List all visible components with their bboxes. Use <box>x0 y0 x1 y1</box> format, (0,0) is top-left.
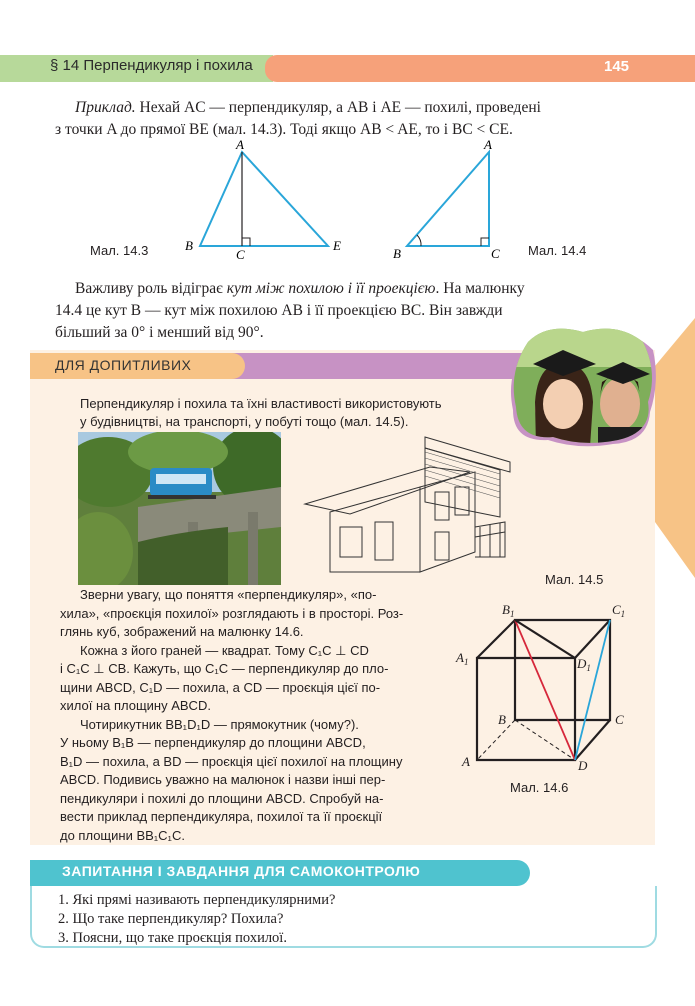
example-line-2: з точки A до прямої BE (мал. 14.3). Тоді якщо AB < AE, то і BC < CE. <box>55 121 513 138</box>
body-line: глянь куб, зображений на малюнку 14.6. <box>60 624 304 639</box>
example-label: Приклад. <box>75 99 136 116</box>
label-c: C <box>491 246 500 260</box>
label-b1: $B_1$ <box>502 602 515 619</box>
body-line: ABCD. Подивись уважно на малюнок і назви інші пер- <box>60 772 386 787</box>
right-angle-mark <box>242 238 250 246</box>
figure-14-3 <box>170 138 360 260</box>
body-line: Чотирикутник BB₁D₁D — прямокутник (чому?). <box>80 716 359 732</box>
header-band-orange <box>265 55 695 82</box>
body-line: до площини BB₁C₁C. <box>60 827 185 843</box>
edge-front <box>477 658 575 760</box>
right-angle-mark <box>481 238 489 246</box>
body-line: пендикуляри і похилі до площини ABCD. Спробуй на- <box>60 790 384 806</box>
body-line: Кожна з його граней — квадрат. Тому C₁C ⊥ CD <box>80 642 369 658</box>
curious-tab-label: ДЛЯ ДОПИТЛИВИХ <box>55 357 192 373</box>
angle-text-start: Важливу роль відіграє <box>75 280 227 297</box>
questions-title: ЗАПИТАННЯ І ЗАВДАННЯ ДЛЯ САМОКОНТРОЛЮ <box>62 863 421 879</box>
caption-14-6: Мал. 14.6 <box>510 780 569 795</box>
house-drawing <box>300 432 515 587</box>
body-line: вести приклад перпендикуляра, похилої та її проєкції <box>60 809 383 824</box>
page-number: 145 <box>604 58 630 75</box>
label-c: C <box>236 247 245 260</box>
body-line: хилої на площину ABCD. <box>60 698 211 713</box>
label-b: B <box>393 246 401 260</box>
example-text: Нехай AC — перпендикуляр, а AB і AE — похилі, проведені <box>135 99 541 116</box>
label-a: A <box>484 138 492 152</box>
angle-line-2: 14.4 це кут B — кут між похилою AB і її проекцією BC. Він завжди <box>55 302 503 319</box>
edge-b1a1 <box>477 620 515 658</box>
label-a: A <box>462 754 470 769</box>
students-photo <box>508 322 658 447</box>
question-item: 2. Що таке перпендикуляр? Похила? <box>58 911 284 927</box>
caption-14-4: Мал. 14.4 <box>528 243 587 258</box>
body-line: і C₁C ⊥ CB. Кажуть, що C₁C — перпендикуляр до пло- <box>60 661 389 676</box>
body-line: B₁D — похила, а BD — проєкція цієї похилої на площину <box>60 753 403 769</box>
angle-text-end: . На малюнку <box>435 280 525 297</box>
figure-14-4 <box>385 138 515 260</box>
question-item: 3. Поясни, що таке проєкція похилої. <box>58 930 287 946</box>
body-line: У ньому B₁B — перпендикуляр до площини ABCD, <box>60 735 366 750</box>
label-a1: $A_1$ <box>456 650 469 667</box>
label-b: B <box>498 712 506 727</box>
edge-ba <box>477 720 515 760</box>
angle-line-1 <box>75 278 635 300</box>
label-e: E <box>333 238 341 253</box>
example-line-1 <box>75 97 635 119</box>
triangle-abc <box>407 152 489 246</box>
figure-14-6-cube <box>450 598 640 773</box>
label-d1: $D_1$ <box>577 656 591 673</box>
curious-intro-2: у будівництві, на транспорті, у побуті тощо (мал. 14.5). <box>80 414 409 429</box>
body-line: хила», «проєкція похилої» розглядають і в просторі. Роз- <box>60 605 404 621</box>
angle-line-3: більший за 0° і менший від 90°. <box>55 324 264 341</box>
body-line: щини ABCD, C₁D — похила, а CD — проєкція цієї по- <box>60 679 381 695</box>
label-a: A <box>236 138 244 152</box>
curious-body <box>60 586 440 845</box>
bridge-train-photo <box>78 432 281 585</box>
label-c1: $C_1$ <box>612 602 626 619</box>
triangle-abe <box>200 152 328 246</box>
diag-b1d <box>515 620 575 760</box>
label-c: C <box>615 712 624 727</box>
label-b: B <box>185 238 193 253</box>
angle-b-arc <box>417 235 421 246</box>
section-title: § 14 Перпендикуляр і похила <box>50 57 253 74</box>
angle-term: кут між похилою і її проекцією <box>226 280 436 297</box>
question-item: 1. Які прямі називають перпендикулярними? <box>58 892 336 908</box>
caption-14-5: Мал. 14.5 <box>545 572 604 587</box>
caption-14-3: Мал. 14.3 <box>90 243 149 258</box>
body-line: Зверни увагу, що поняття «перпендикуляр», «по- <box>80 587 377 602</box>
label-d: D <box>578 758 588 773</box>
curious-intro-1: Перпендикуляр і похила та їхні властивості використовують <box>80 396 442 411</box>
